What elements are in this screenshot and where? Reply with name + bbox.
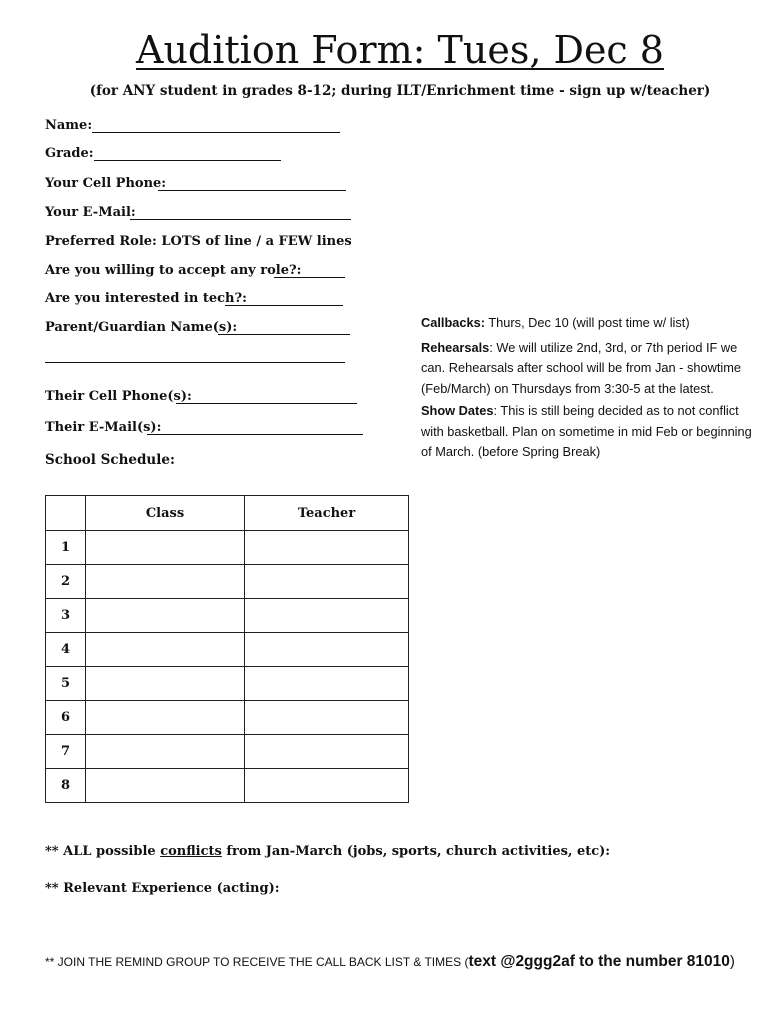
class-cell[interactable] xyxy=(86,531,245,565)
class-cell[interactable] xyxy=(86,667,245,701)
their-email-blank[interactable] xyxy=(147,434,363,435)
event-info xyxy=(421,313,761,465)
table-header-row xyxy=(46,496,409,531)
teacher-column-header: Teacher xyxy=(245,496,409,531)
period-number: 2 xyxy=(46,565,86,599)
teacher-cell[interactable] xyxy=(245,769,409,803)
class-cell[interactable] xyxy=(86,599,245,633)
interested-tech-label: Are you interested in tech?: xyxy=(45,291,247,306)
period-number: 7 xyxy=(46,735,86,769)
table-row xyxy=(46,769,409,803)
table-row xyxy=(46,531,409,565)
teacher-cell[interactable] xyxy=(245,701,409,735)
parent-name-blank[interactable] xyxy=(218,334,350,335)
their-cell-label: Their Cell Phone(s): xyxy=(45,389,192,404)
rehearsals-text: : We will utilize 2nd, 3rd, or 7th period IF we can. Rehearsals after school will be from Jan - showtime (Feb/March) on Thursdays from 3:30-5 at the latest. xyxy=(421,339,742,396)
grade-label: Grade: xyxy=(45,146,94,161)
period-number: 6 xyxy=(46,701,86,735)
remind-instructions xyxy=(45,953,735,971)
cell-phone-label: Your Cell Phone: xyxy=(45,176,167,191)
form-title: Audition Form: Tues, Dec 8 xyxy=(136,28,664,72)
callbacks-info xyxy=(421,313,761,334)
rehearsals-info xyxy=(421,338,761,400)
period-number: 5 xyxy=(46,667,86,701)
remind-prefix: ** JOIN THE REMIND GROUP TO RECEIVE THE CALL BACK LIST & TIMES ( xyxy=(45,955,469,969)
conflicts-word: conflicts xyxy=(160,844,222,859)
show-dates-info xyxy=(421,401,761,463)
table-row xyxy=(46,633,409,667)
parent-name-label: Parent/Guardian Name(s): xyxy=(45,320,238,335)
form-subtitle: (for ANY student in grades 8-12; during ILT/Enrichment time - sign up w/teacher) xyxy=(89,83,711,99)
callbacks-label: Callbacks: xyxy=(421,315,486,330)
period-column-header xyxy=(46,496,86,531)
period-number: 1 xyxy=(46,531,86,565)
experience-note: ** Relevant Experience (acting): xyxy=(45,881,280,896)
teacher-cell[interactable] xyxy=(245,735,409,769)
class-cell[interactable] xyxy=(86,769,245,803)
interested-tech-blank[interactable] xyxy=(225,305,343,306)
table-row xyxy=(46,701,409,735)
rehearsals-label: Rehearsals xyxy=(421,339,490,355)
cell-phone-blank[interactable] xyxy=(158,190,346,191)
conflicts-note xyxy=(45,844,610,859)
name-label: Name: xyxy=(45,118,93,133)
school-schedule-heading: School Schedule: xyxy=(45,452,175,468)
teacher-cell[interactable] xyxy=(245,565,409,599)
class-cell[interactable] xyxy=(86,735,245,769)
class-cell[interactable] xyxy=(86,565,245,599)
table-row xyxy=(46,599,409,633)
teacher-cell[interactable] xyxy=(245,531,409,565)
period-number: 8 xyxy=(46,769,86,803)
class-cell[interactable] xyxy=(86,701,245,735)
show-dates-label: Show Dates xyxy=(421,403,494,418)
conflicts-suffix: from Jan-March (jobs, sports, church activities, etc): xyxy=(221,844,611,859)
table-row xyxy=(46,667,409,701)
accept-any-role-blank[interactable] xyxy=(274,277,345,278)
table-row xyxy=(46,565,409,599)
class-cell[interactable] xyxy=(86,633,245,667)
remind-code: text @2ggg2af to the number 81010 xyxy=(468,953,730,970)
period-number: 3 xyxy=(46,599,86,633)
teacher-cell[interactable] xyxy=(245,599,409,633)
name-blank[interactable] xyxy=(92,132,340,133)
period-number: 4 xyxy=(46,633,86,667)
accept-any-role-label: Are you willing to accept any role?: xyxy=(45,263,302,278)
show-dates-text: : This is still being decided as to not conflict with basketball. Plan on sometime in mid Feb or beginning of March. (before Spring Break) xyxy=(421,403,752,459)
their-email-label: Their E-Mail(s): xyxy=(45,420,162,435)
email-blank[interactable] xyxy=(130,219,351,220)
teacher-cell[interactable] xyxy=(245,633,409,667)
teacher-cell[interactable] xyxy=(245,667,409,701)
class-column-header: Class xyxy=(86,496,245,531)
parent-name-blank-2[interactable] xyxy=(45,362,345,363)
table-row xyxy=(46,735,409,769)
email-label: Your E-Mail: xyxy=(45,205,136,220)
preferred-role-label: Preferred Role: LOTS of line / a FEW lines xyxy=(45,234,352,249)
school-schedule-table xyxy=(45,495,409,803)
conflicts-prefix: ** ALL possible xyxy=(45,844,161,859)
grade-blank[interactable] xyxy=(94,160,281,161)
callbacks-text: Thurs, Dec 10 (will post time w/ list) xyxy=(485,315,690,330)
their-cell-blank[interactable] xyxy=(176,403,357,404)
remind-suffix: ) xyxy=(729,953,735,970)
